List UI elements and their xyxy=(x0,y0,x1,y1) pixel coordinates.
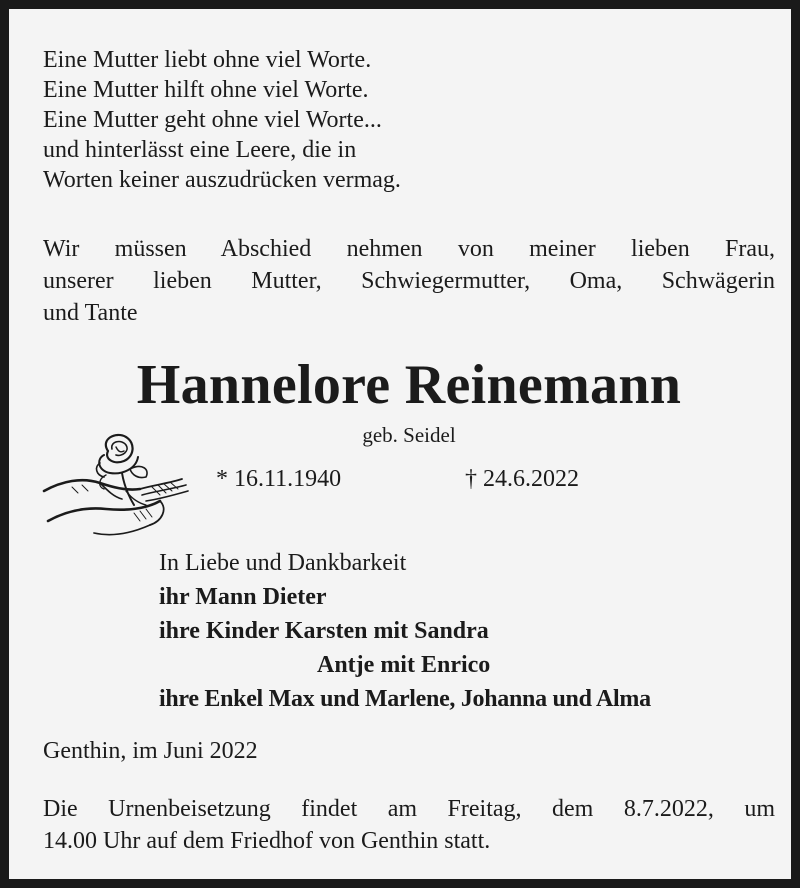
farewell-line: Wir müssen Abschied nehmen von meiner lieben Frau, xyxy=(43,236,775,262)
mourner-husband: ihr Mann Dieter xyxy=(159,584,327,610)
mourners-block xyxy=(159,546,651,716)
farewell-paragraph xyxy=(43,233,775,329)
poem-line: Eine Mutter liebt ohne viel Worte. xyxy=(43,47,372,73)
poem-line: Eine Mutter hilft ohne viel Worte. xyxy=(43,77,369,103)
deceased-name: Hannelore Reinemann xyxy=(136,354,682,416)
burial-line: 14.00 Uhr auf dem Friedhof von Genthin statt. xyxy=(43,828,491,854)
mourner-children-continued: Antje mit Enrico xyxy=(317,652,491,678)
poem-line: Eine Mutter geht ohne viel Worte... xyxy=(43,107,382,133)
burial-notice xyxy=(43,793,775,857)
poem-line: Worten keiner auszudrücken vermag. xyxy=(43,167,401,193)
farewell-line: und Tante xyxy=(43,300,138,326)
mourner-grandchildren: ihre Enkel Max und Marlene, Johanna und Alma xyxy=(159,686,651,712)
rose-in-hand-icon xyxy=(42,429,194,551)
place-and-date: Genthin, im Juni 2022 xyxy=(43,738,258,764)
poem xyxy=(43,45,401,195)
mourner-children: ihre Kinder Karsten mit Sandra xyxy=(159,618,489,644)
farewell-line: unserer lieben Mutter, Schwiegermutter, Oma, Schwägerin xyxy=(43,268,775,294)
birth-date: * 16.11.1940 xyxy=(216,466,342,492)
death-date: † 24.6.2022 xyxy=(465,466,579,492)
burial-line: Die Urnenbeisetzung findet am Freitag, dem 8.7.2022, um xyxy=(43,796,775,822)
poem-line: und hinterlässt eine Leere, die in xyxy=(43,137,357,163)
birth-name: geb. Seidel xyxy=(362,423,456,447)
mourners-opening: In Liebe und Dankbarkeit xyxy=(159,550,407,576)
